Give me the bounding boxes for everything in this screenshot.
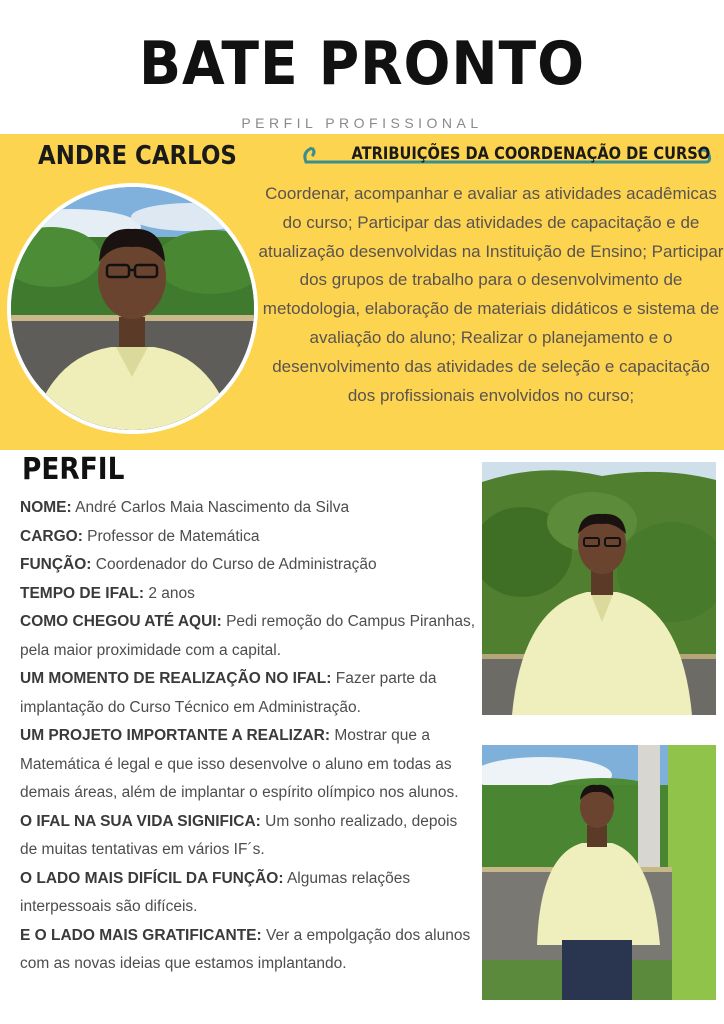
attributions-title: ATRIBUIÇÕES DA COORDENAÇÃO DE CURSO: [351, 144, 711, 164]
page-title: BATE PRONTO: [139, 29, 585, 99]
field-value: Fazer parte da implantação do Curso Técnico em Administração.: [20, 670, 437, 716]
portrait-photo-circle: [7, 183, 258, 434]
field-value: Coordenador do Curso de Administração: [95, 556, 377, 573]
field-label: UM PROJETO IMPORTANTE A REALIZAR:: [20, 727, 330, 744]
field-value: Pedi remoção do Campus Piranhas, pela maior proximidade com a capital.: [20, 613, 476, 659]
field-label: O LADO MAIS DIFÍCIL DA FUNÇÃO:: [20, 869, 284, 887]
field-value: Algumas relações interpessoais são difíceis.: [20, 869, 411, 915]
field-label: CARGO:: [20, 527, 83, 545]
profile-field-rewarding: [20, 922, 476, 979]
field-value: Ver a empolgação dos alunos com as novas ideias que estamos implantando.: [20, 926, 471, 972]
full-body-photo: [482, 745, 716, 1000]
profile-details: [20, 494, 476, 979]
field-value: André Carlos Maia Nascimento da Silva: [75, 499, 350, 516]
field-value: Um sonho realizado, depois de muitas tentativas em vários IF´s.: [20, 812, 458, 858]
profile-field-name: [20, 494, 476, 523]
profile-field-meaning: [20, 808, 476, 865]
portrait-photo-hills: [482, 462, 716, 715]
profile-heading: PERFIL: [22, 452, 125, 487]
field-label: TEMPO DE IFAL:: [20, 584, 144, 602]
field-label: UM MOMENTO DE REALIZAÇÃO NO IFAL:: [20, 670, 332, 687]
profile-field-project: [20, 722, 476, 808]
field-label: COMO CHEGOU ATÉ AQUI:: [20, 613, 222, 630]
attributions-header: [298, 138, 714, 174]
profile-field-function: [20, 551, 476, 580]
profile-field-hardest: [20, 865, 476, 922]
profile-field-tenure: [20, 580, 476, 609]
person-name: ANDRE CARLOS: [38, 141, 237, 171]
profile-field-how-arrived: [20, 608, 476, 665]
field-label: O IFAL NA SUA VIDA SIGNIFICA:: [20, 812, 261, 830]
profile-field-achievement: [20, 665, 476, 722]
field-value: Mostrar que a Matemática é legal e que isso desenvolve o aluno em todas as demais áreas, além de implantar o espírito olímpico nos alunos.: [20, 727, 459, 801]
field-value: Professor de Matemática: [87, 527, 260, 545]
page-subtitle: PERFIL PROFISSIONAL: [241, 115, 483, 131]
field-label: NOME:: [20, 499, 72, 516]
field-label: E O LADO MAIS GRATIFICANTE:: [20, 926, 262, 944]
field-value: 2 anos: [148, 584, 195, 602]
attributions-text: Coordenar, acompanhar e avaliar as atividades acadêmicas do curso; Participar das atividades de capacitação e de atualização desenvolvidas na Instituição de Ensino; Participar dos grupos de trabalho para o desenvolvimento de metodologia, elaboração de materiais didáticos e sistema de avaliação do aluno; Realizar o planejamento e o desenvolvimento das atividades de seleção e capacitação dos profissionais envolvidos no curso;: [258, 184, 724, 405]
profile-field-role: [20, 523, 476, 552]
field-label: FUNÇÃO:: [20, 556, 92, 573]
